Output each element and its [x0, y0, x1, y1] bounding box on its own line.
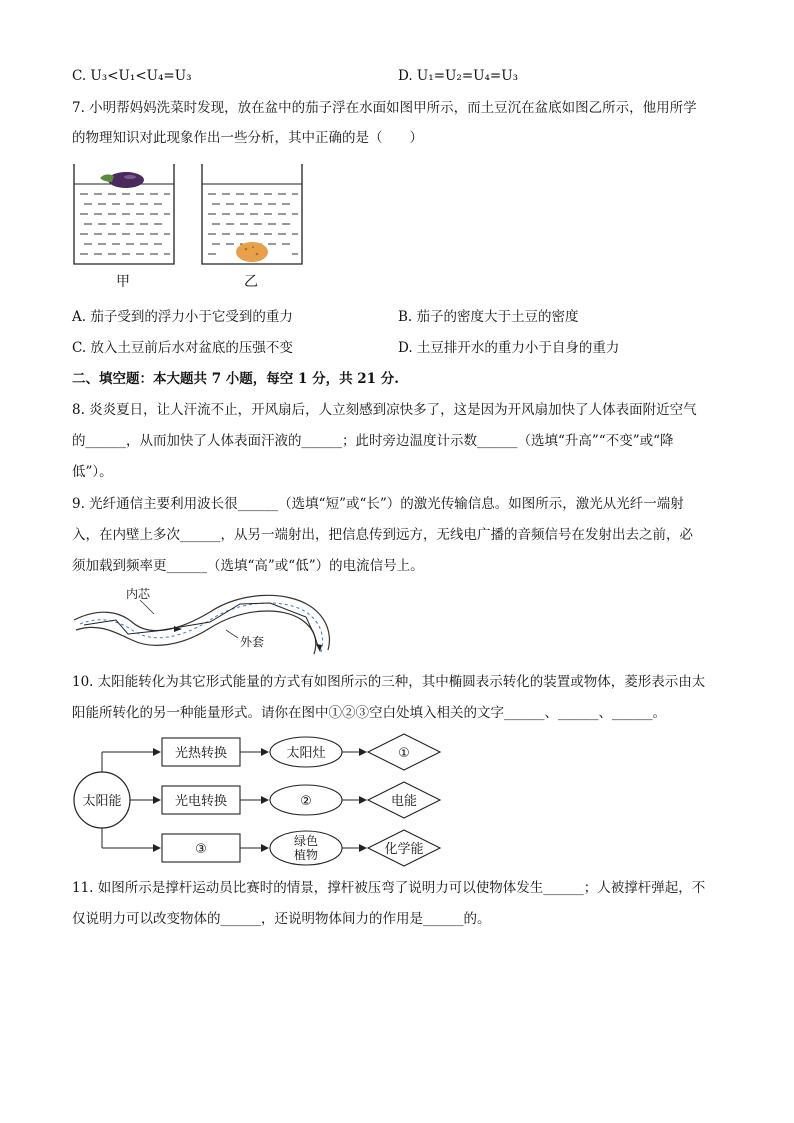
q6-option-c: C. U₃<U₁<U₄=U₃ [72, 68, 192, 84]
label-yi: 乙 [244, 274, 258, 290]
basin-yi [202, 164, 302, 264]
solar-energy-diagram [70, 728, 450, 872]
q9-line3: 须加载到频率更______（选填“高”或“低”）的电流信号上。 [72, 558, 424, 574]
q7-option-d: D. 土豆排开水的重力小于自身的重力 [398, 340, 620, 356]
ellipse-blank-2-label: ② [300, 794, 312, 809]
q7-option-a: A. 茄子受到的浮力小于它受到的重力 [72, 309, 293, 325]
box-photovoltaic-label: 光电转换 [174, 794, 228, 809]
box-blank-3-label: ③ [195, 842, 207, 857]
optical-fiber-figure [70, 582, 340, 658]
q8-line3: 低”）。 [72, 464, 113, 480]
potato-icon [236, 242, 268, 262]
q7-option-c: C. 放入土豆前后水对盆底的压强不变 [72, 340, 293, 356]
box-photothermal-label: 光热转换 [174, 746, 228, 761]
q8-line1: 8. 炎炎夏日，让人汗流不止，开风扇后，人立刻感到凉快多了，这是因为开风扇加快了人体表面附近空气 [72, 402, 697, 418]
q10-line1: 10. 太阳能转化为其它形式能量的方式有如图所示的三种，其中椭圆表示转化的装置或物体，菱形表示由太 [72, 674, 706, 690]
q9-line1: 9. 光纤通信主要利用波长很______（选填“短”或“长”）的激光传输信息。如图所示，激光从光纤一端射 [72, 496, 684, 512]
q6-option-d: D. U₁=U₂=U₄=U₃ [398, 68, 519, 84]
label-sheath: 外套 [240, 635, 265, 649]
q7-basins-figure [70, 160, 310, 290]
section-heading: 二、填空题：本大题共 7 小题，每空 1 分，共 21 分. [72, 371, 399, 387]
q7-stem-line1: 7. 小明帮妈妈洗菜时发现，放在盆中的茄子浮在水面如图甲所示，而土豆沉在盆底如图乙所示，他用所学 [72, 100, 697, 116]
q7-option-b: B. 茄子的密度大于土豆的密度 [398, 309, 579, 325]
q8-line2: 的______，从而加快了人体表面汗液的______；此时旁边温度计示数______（选填“升高”“不变”或“降 [72, 433, 674, 449]
ellipse-green-plant-label-1: 绿色 [293, 834, 319, 848]
q11-line1: 11. 如图所示是撑杆运动员比赛时的情景，撑杆被压弯了说明力可以使物体发生______；人被撑杆弹起，不 [72, 880, 706, 896]
eggplant-icon [100, 172, 144, 188]
ellipse-green-plant-label-2: 植物 [293, 848, 319, 862]
q9-line2: 入，在内壁上多次______，从另一端射出，把信息传到远方，无线电广播的音频信号在发射出去之前，必 [72, 527, 693, 543]
label-core: 内芯 [126, 587, 151, 601]
sun-label: 太阳能 [82, 794, 122, 809]
diamond-electric-label: 电能 [390, 794, 418, 809]
ellipse-solar-cooker-label: 太阳灶 [286, 746, 326, 761]
label-jia: 甲 [116, 274, 130, 290]
q11-line2: 仅说明力可以改变物体的______，还说明物体间力的作用是______的。 [72, 911, 491, 927]
diamond-chemical-label: 化学能 [384, 842, 424, 857]
diamond-blank-1-label: ① [398, 746, 410, 761]
q10-line2: 阳能所转化的另一种能量形式。请你在图中①②③空白处填入相关的文字______、______、______。 [72, 705, 666, 721]
q7-stem-line2: 的物理知识对此现象作出一些分析，其中正确的是（ ） [72, 130, 423, 146]
basin-jia [74, 164, 174, 264]
